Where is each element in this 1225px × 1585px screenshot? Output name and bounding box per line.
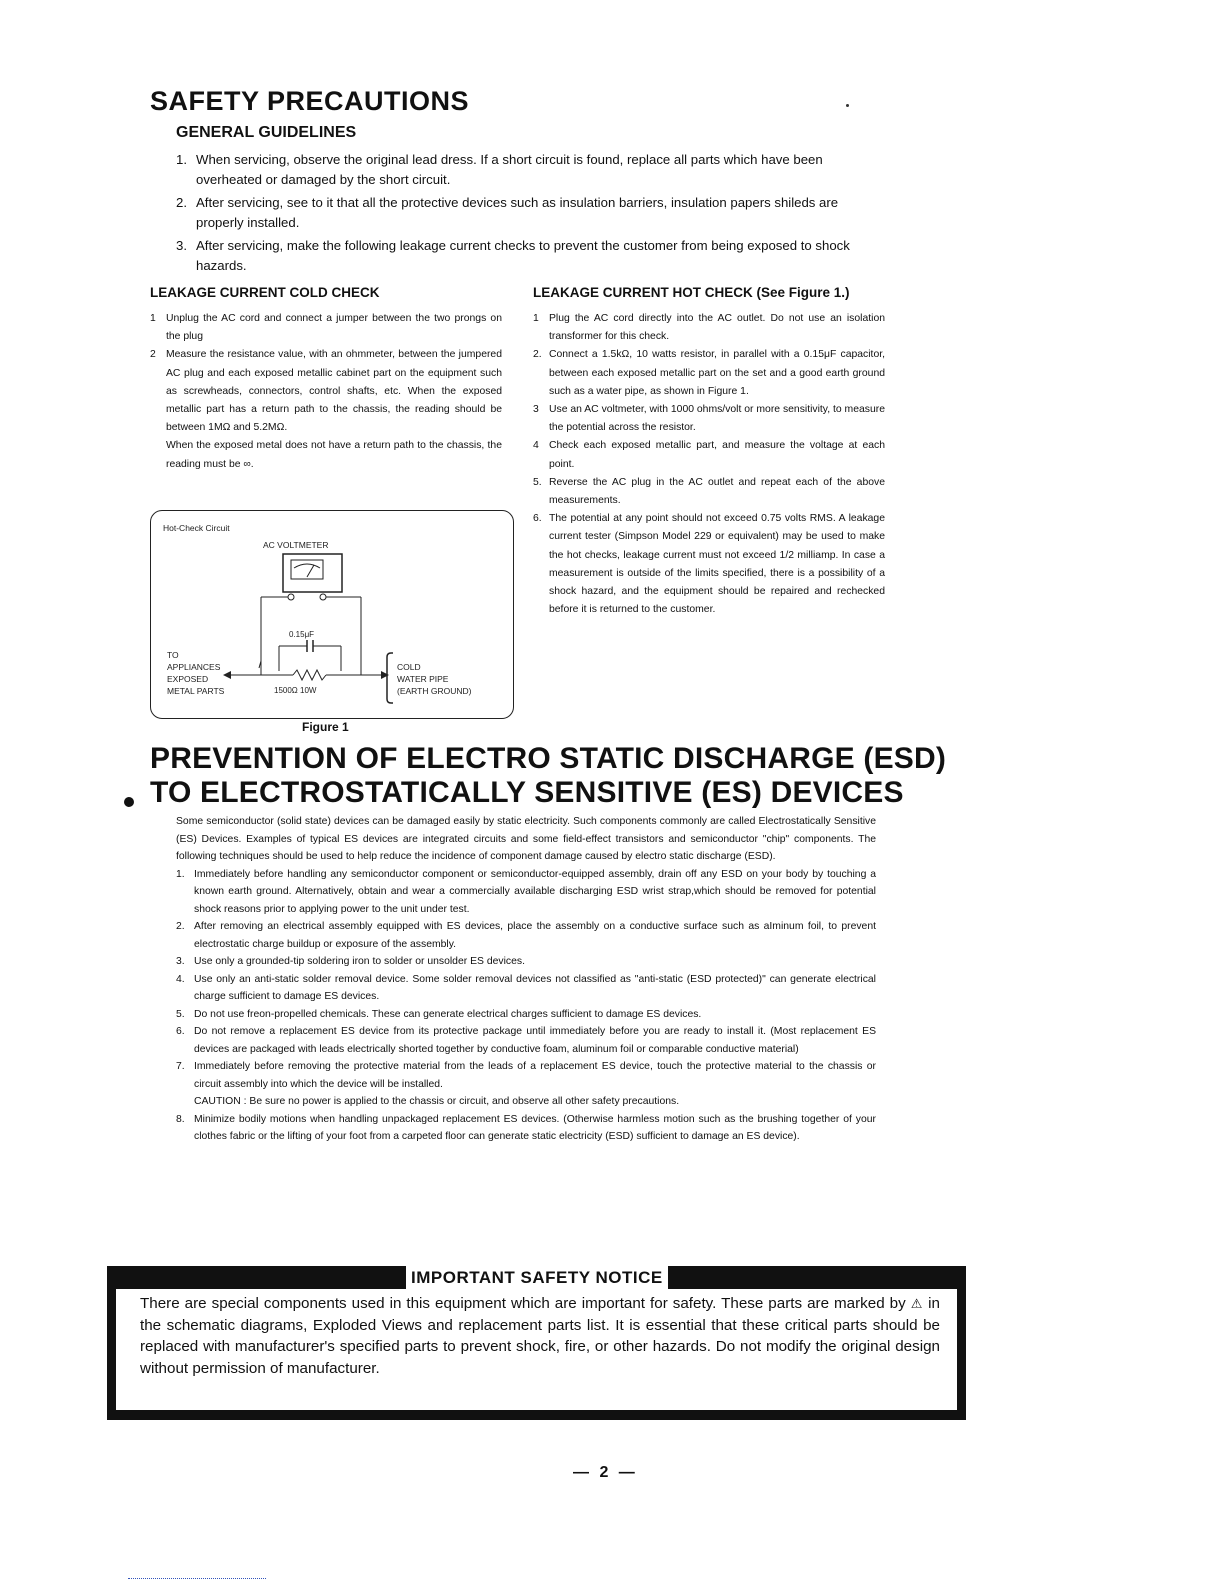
list-item: 3. Use only a grounded-tip soldering iron to solder or unsolder ES devices. <box>176 956 525 967</box>
cold-check-list <box>150 310 502 437</box>
list-item: 1. When servicing, observe the original lead dress. If a short circuit is found, replace all parts which have been overheated or damaged by the short circuit. <box>176 152 823 187</box>
hot-check-heading: LEAKAGE CURRENT HOT CHECK (See Figure 1.) <box>533 285 850 300</box>
list-item: 1. Immediately before handling any semiconductor component or semiconductor-equipped assembly, drain off any ESD on your body by touching a known earth ground. Alternatively, obtain and wear a commercially available discharging ESD wrist strap,which should be removed for potential shock reasons prior to applying power to the unit under test. <box>176 868 876 915</box>
arrow-right-icon <box>381 671 389 679</box>
footer-dotted-line <box>128 1578 266 1579</box>
resistor-label: 1500Ω 10W <box>274 686 317 695</box>
list-item: 2 Measure the resistance value, with an ohmmeter, between the jumpered AC plug and each exposed metallic cabinet part on the equipment such as screwheads, connectors, control shafts, etc. When the exposed metallic part has a return path to the chassis, the reading should be between 1MΩ and 5.2MΩ. <box>150 349 502 434</box>
list-item: 6. Do not remove a replacement ES device from its protective package until immediately before you are ready to install it. (Most replacement ES devices are packaged with leads electrically shorted together by conductive foam, aluminum foil or comparable conductive material) <box>176 1026 876 1055</box>
esd-section <box>176 813 876 1146</box>
cold-check-note: When the exposed metal does not have a return path to the chassis, the reading must be ∞. <box>166 440 502 470</box>
list-item: 4. Use only an anti-static solder removal device. Some solder removal devices not classified as "anti-static (ESD protected)" can generate electrical charge sufficient to damage ES devices. <box>176 973 876 1002</box>
list-item: 1 Unplug the AC cord and connect a jumper between the two prongs on the plug <box>150 313 502 343</box>
list-item: 3 Use an AC voltmeter, with 1000 ohms/volt or more sensitivity, to measure the potential across the resistor. <box>533 404 885 434</box>
page-number: — 2 — <box>573 1464 638 1481</box>
cold-check-heading: LEAKAGE CURRENT COLD CHECK <box>150 285 380 300</box>
left-label-line: EXPOSED <box>167 674 209 684</box>
left-label-line: TO <box>167 650 179 660</box>
list-item: 8. Minimize bodily motions when handling unpackaged replacement ES devices. (Otherwise harmless motion such as the brushing together of your clothes fabric or the lifting of your foot from a carpeted floor can generate static electricity (ESD) sufficient to damage an ES device). <box>176 1113 876 1142</box>
list-item: 6. The potential at any point should not exceed 0.75 volts RMS. A leakage current tester (Simpson Model 229 or equivalent) may be used to make the hot checks, leakage current must not exceed 1/2 milliamp. In case a measurement is outside of the limits specified, there is a possibility of a shock hazard, and the equipment should be repaired and rechecked before it is returned to the customer. <box>533 513 885 616</box>
list-item: 2. Connect a 1.5kΩ, 10 watts resistor, in parallel with a 0.15μF capacitor, between each exposed metallic part on the set and a good earth ground such as a water pipe, as shown in Figure 1. <box>533 349 885 397</box>
warning-triangle-icon: ⚠ <box>910 1296 924 1311</box>
esd-caution: CAUTION : Be sure no power is applied to the chassis or circuit, and observe all other safety precautions. <box>194 1096 680 1107</box>
notice-text: There are special components used in this equipment which are important for safety. These parts are marked by ⚠ in the schematic diagrams, Exploded Views and replacement parts list. It is essential that these critical parts should be replaced with manufacturer's specified parts to prevent shock, fire, or other hazards. Do not modify the original design without permission of manufacturer. <box>140 1295 940 1377</box>
bullet-dot <box>124 797 134 807</box>
general-guidelines-heading: GENERAL GUIDELINES <box>176 124 357 141</box>
list-item: 5. Reverse the AC plug in the AC outlet and repeat each of the above measurements. <box>533 476 885 507</box>
figure-caption: Figure 1 <box>302 720 349 734</box>
hot-check-section <box>533 310 885 619</box>
general-guidelines-list <box>176 150 881 279</box>
list-item: 5. Do not use freon-propelled chemicals. These can generate electrical charges sufficient to damage ES devices. <box>176 1008 702 1020</box>
list-item: 3. After servicing, make the following leakage current checks to prevent the customer from being exposed to shock hazards. <box>176 238 850 273</box>
water-pipe-symbol <box>387 657 393 703</box>
resistor-symbol <box>293 670 326 680</box>
left-label-line: METAL PARTS <box>167 686 225 696</box>
circuit-diagram <box>151 511 513 718</box>
right-label-line: WATER PIPE <box>397 674 449 684</box>
esd-intro: Some semiconductor (solid state) devices can be damaged easily by static electricity. Such components commonly are called Electrostatically Sensitive (ES) Devices. Examples of typical ES devices are integrated circuits and some field-effect transistors and semiconductor "chip" components. The following techniques should be used to help reduce the incidence of component damage caused by electro static discharge (ESD). <box>176 816 876 862</box>
esd-title-line1: PREVENTION OF ELECTRO STATIC DISCHARGE (ESD) <box>150 742 947 775</box>
list-item: 7. Immediately before removing the protective material from the leads of a replacement ES device, touch the protective material to the chassis or circuit assembly into which the device will be installed. CAUTION : Be sure no power is applied to the chassis or circuit, and observe all other safety precautions. <box>176 1058 876 1111</box>
cold-check-section <box>150 310 502 474</box>
circuit-title: Hot-Check Circuit <box>163 523 230 533</box>
list-item: 1 Plug the AC cord directly into the AC outlet. Do not use an isolation transformer for this check. <box>533 313 885 343</box>
list-item: 4 Check each exposed metallic part, and measure the voltage at each point. <box>533 440 885 470</box>
esd-title-line2: TO ELECTROSTATICALLY SENSITIVE (ES) DEVICES <box>150 776 904 809</box>
list-item: 2. After servicing, see to it that all the protective devices such as insulation barriers, insulation papers shileds are properly installed. <box>176 195 839 230</box>
capacitor-label: 0.15μF <box>289 630 315 639</box>
hot-check-circuit-figure <box>150 510 514 719</box>
hot-check-list <box>533 310 885 619</box>
important-safety-notice <box>107 1266 966 1420</box>
esd-list <box>176 866 876 1146</box>
list-item: 2. After removing an electrical assembly equipped with ES devices, place the assembly on a conductive surface such as aIminum foil, to prevent electrostatic charge buildup or exposure of the assembly. <box>176 921 876 950</box>
right-label-line: COLD <box>397 662 421 672</box>
left-label-line: APPLIANCES <box>167 662 221 672</box>
right-label-line: (EARTH GROUND) <box>397 686 472 696</box>
scan-speck <box>846 104 849 107</box>
notice-title: IMPORTANT SAFETY NOTICE <box>406 1266 668 1289</box>
page-title: SAFETY PRECAUTIONS <box>150 86 470 116</box>
arrow-left-icon <box>223 671 231 679</box>
meter-label: AC VOLTMETER <box>263 540 329 550</box>
